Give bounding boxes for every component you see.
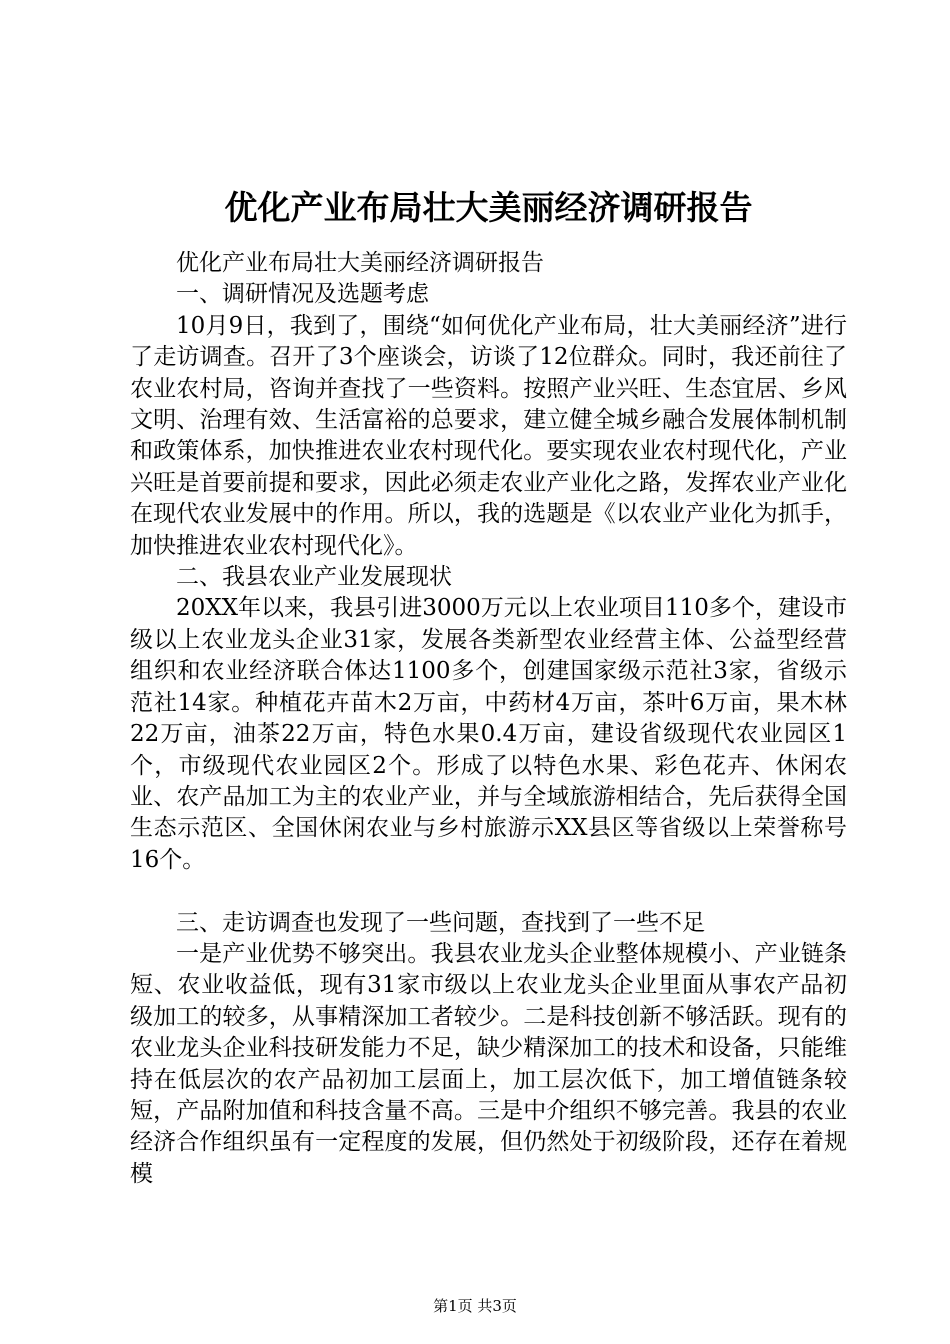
document-title: 优化产业布局壮大美丽经济调研报告 <box>224 188 753 227</box>
section-heading-2: 二、我县农业产业发展现状 <box>176 564 452 591</box>
paragraph-2: 20XX年以来，我县引进3000万元以上农业项目110多个，建设市级以上农业龙头企业31家，发展各类新型农业经营主体、公益型经营组织和农业经济联合体达1100多个，创建国家级示范社3家，省级示范社14家。种植花卉苗木2万亩，中药材4万亩，茶叶6万亩，果木林22万亩，油茶22万亩，特色水果0.4万亩，建设省级现代农业园区1个，市级现代农业园区2个。形成了以特色水果、彩色花卉、休闲农业、农产品加工为主的农业产业，并与全域旅游相结合，先后获得全国生态示范区、全国休闲农业与乡村旅游示XX县区等省级以上荣誉称号16个。 <box>130 595 847 873</box>
document-page <box>130 178 847 1190</box>
blank-line <box>130 876 847 907</box>
paragraph-subtitle: 优化产业布局壮大美丽经济调研报告 <box>176 250 544 276</box>
page-number-footer: 第1页 共3页 <box>433 1297 517 1315</box>
paragraph-3: 一是产业优势不够突出。我县农业龙头企业整体规模小、产业链条短、农业收益低，现有31家市级以上农业龙头企业里面从事农产品初级加工的较多，从事精深加工者较少。二是科技创新不够活跃。现有的农业龙头企业科技研发能力不足，缺少精深加工的技术和设备，只能维持在低层次的农产品初加工层面上，加工层次低下，加工增值链条较短，产品附加值和科技含量不高。三是中介组织不够完善。我县的农业经济合作组织虽有一定程度的发展，但仍然处于初级阶段，还存在着规模 <box>130 940 847 1187</box>
section-heading-1: 一、调研情况及选题考虑 <box>176 281 429 308</box>
paragraph-1: 10月9日，我到了，围绕“如何优化产业布局，壮大美丽经济”进行了走访调查。召开了3个座谈会，访谈了12位群众。同时，我还前往了农业农村局，咨询并查找了一些资料。按照产业兴旺、生态宜居、乡风文明、治理有效、生活富裕的总要求，建立健全城乡融合发展体制机制和政策体系，加快推进农业农村现代化。要实现农业农村现代化，产业兴旺是首要前提和要求，因此必须走农业产业化之路，发挥农业产业化在现代农业发展中的作用。所以，我的选题是《以农业产业化为抓手，加快推进农业农村现代化》。 <box>130 312 847 559</box>
section-heading-3: 三、走访调查也发现了一些问题，查找到了一些不足 <box>176 909 705 936</box>
